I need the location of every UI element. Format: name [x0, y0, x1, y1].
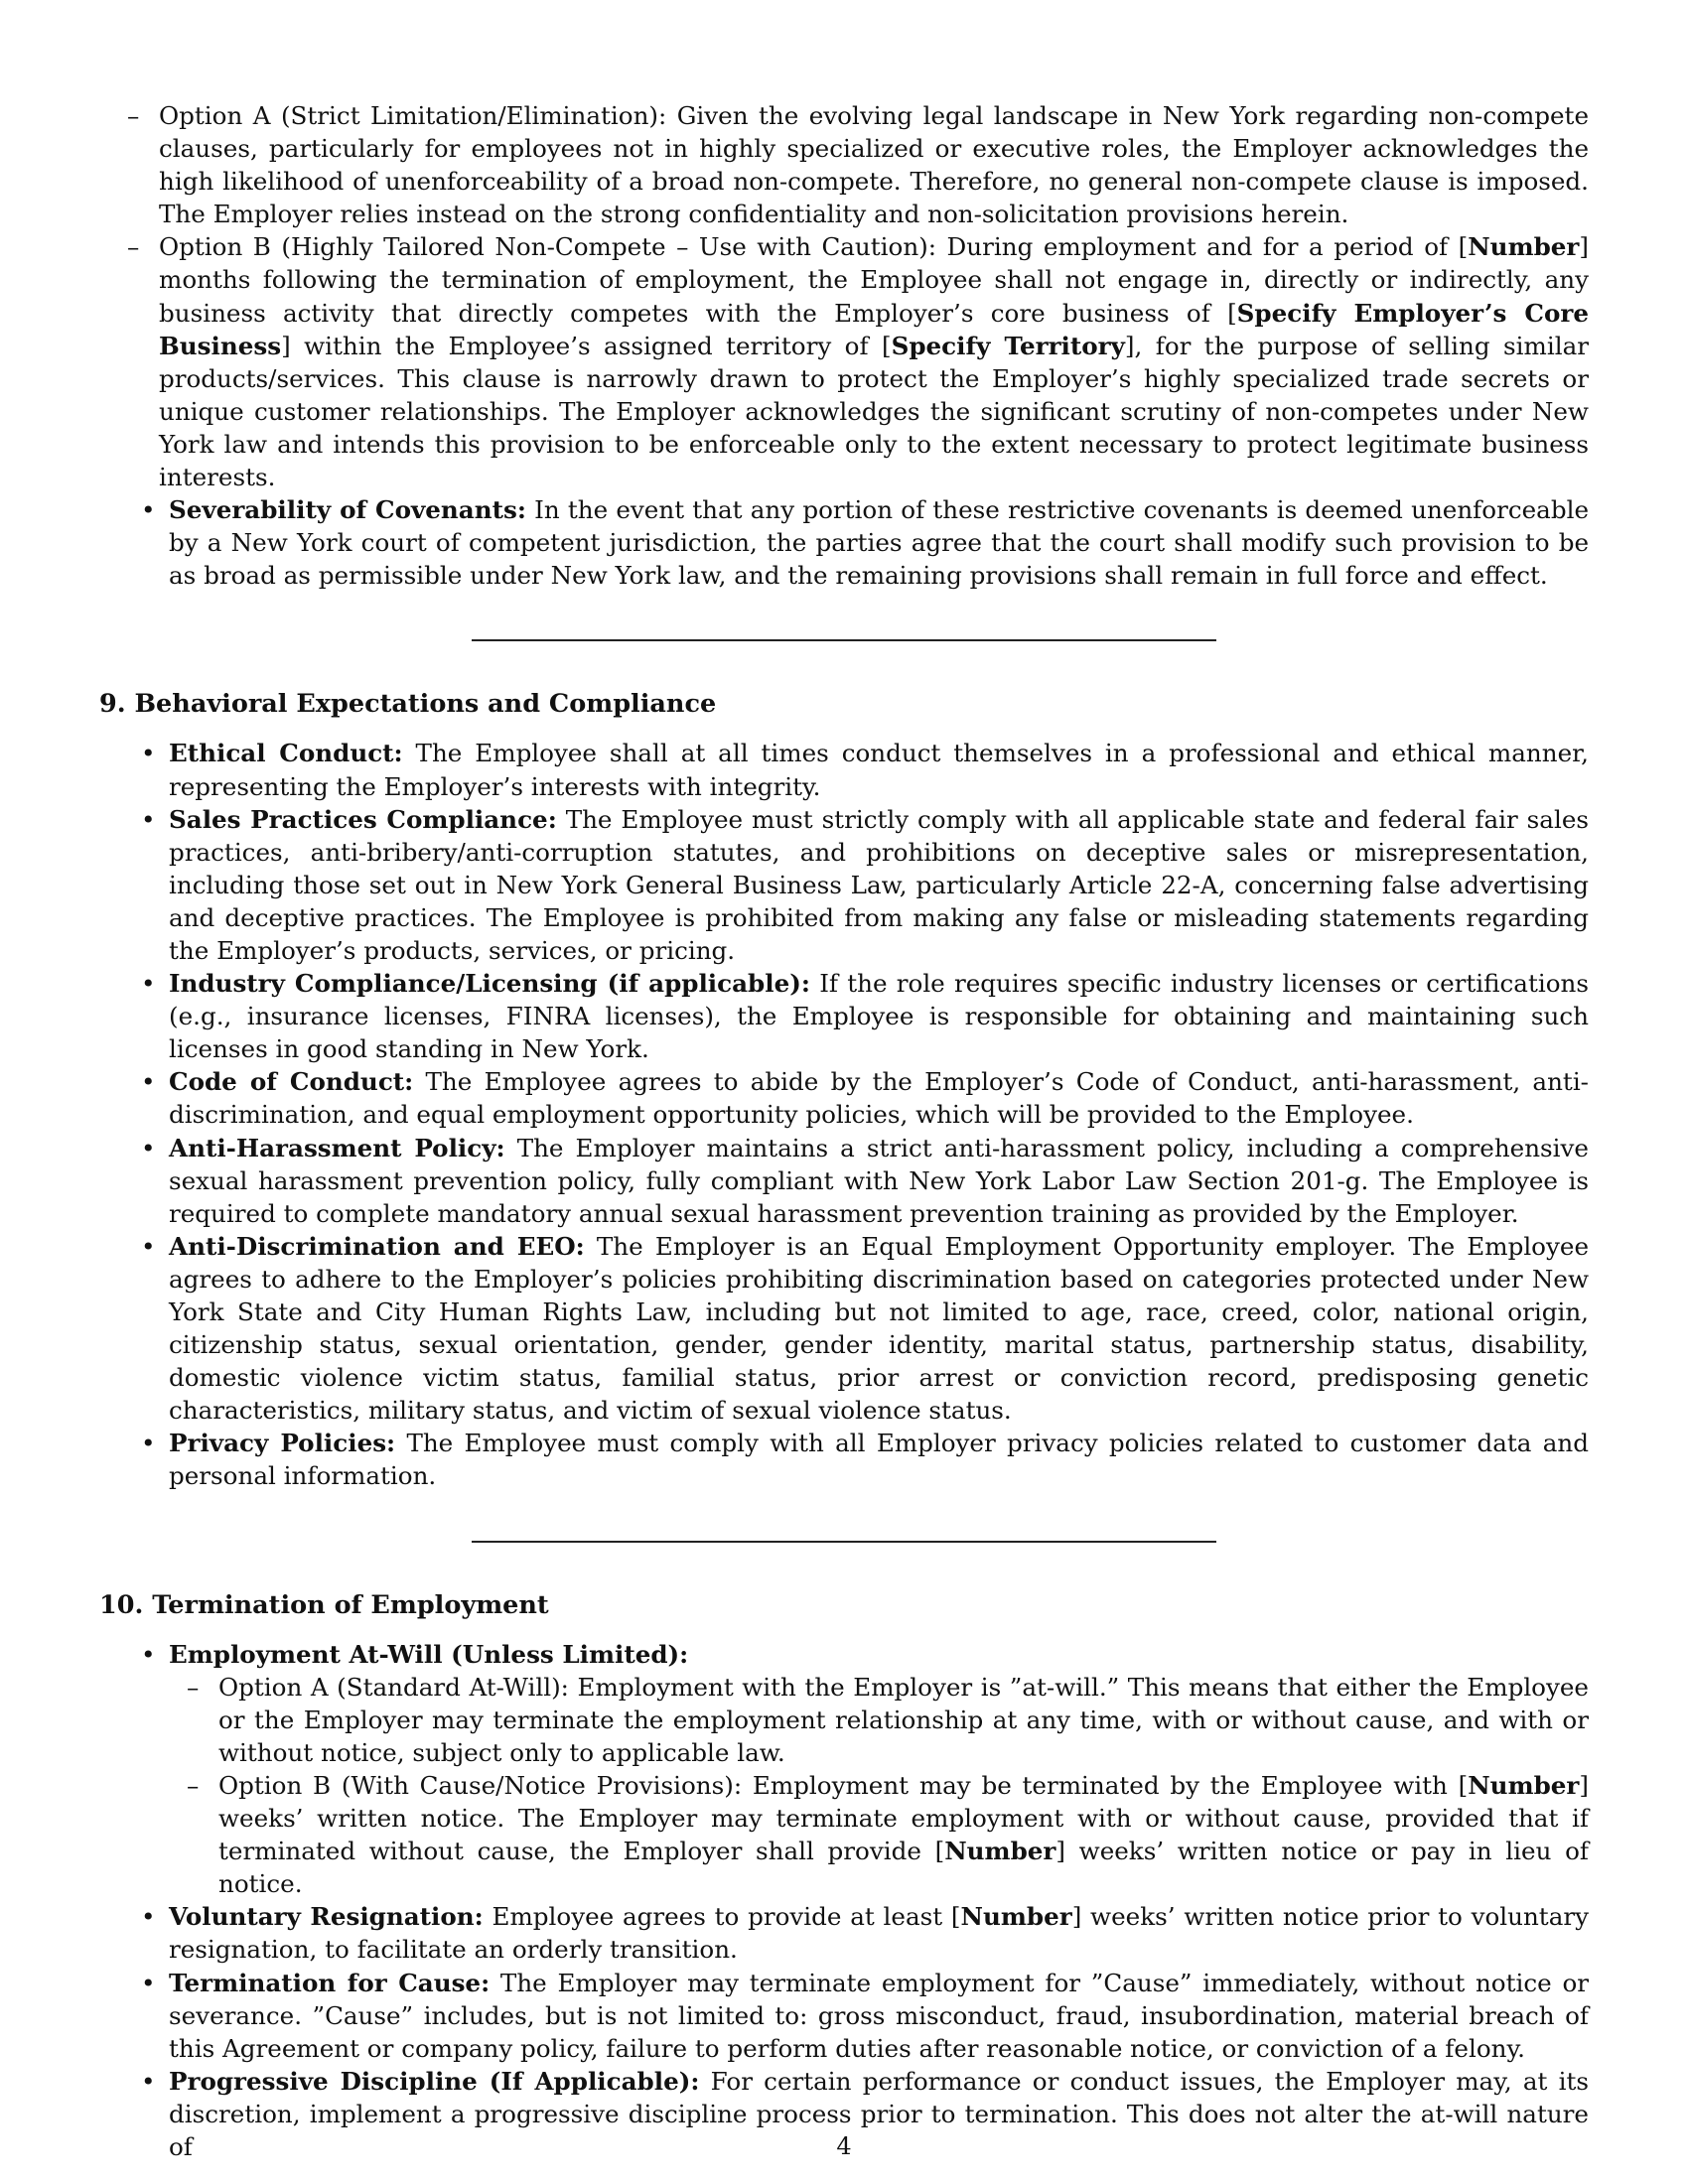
- termination-for-cause-item: • Termination for Cause: The Employer may terminate employment for ”Cause” immediately, without notice or severance. ”Cause” includes, but is not limited to: gross misconduct, fraud, insubordination, material breach of this Agreement or company policy, failure to perform duties after reasonable notice, or conviction of a felony.: [99, 1967, 1589, 2065]
- section10-heading: 10. Termination of Employment: [99, 1589, 549, 1620]
- voluntary-resignation-item: • Voluntary Resignation: Employee agrees to provide at least [Number] weeks’ written notice prior to voluntary resignation, to facilitate an orderly transition.: [99, 1900, 1589, 1966]
- placeholder-core-business: Specify Employer’s Core Business: [159, 298, 1589, 360]
- section9-list: [99, 737, 1589, 1492]
- document-page: [99, 99, 1589, 2163]
- severability-label: Severability of Covenants:: [169, 495, 526, 525]
- non-compete-option-a: – Option A (Strict Limitation/Elimination): Given the evolving legal landscape in New York regarding non-compete clauses, particularly for employees not in highly specialized or executive roles, the Employer acknowledges the high likelihood of unenforceability of a broad non-compete. Therefore, no general non-compete clause is imposed. The Employer relies instead on the strong confidentiality and non-solicitation provisions herein.: [99, 99, 1589, 230]
- list-item: • Anti-Discrimination and EEO: The Employer is an Equal Employment Opportunity employer. The Employee agrees to adhere to the Employer’s policies prohibiting discrimination based on categories protected under New York State and City Human Rights Law, including but not limited to age, race, creed, color, national origin, citizenship status, sexual orientation, gender, gender identity, marital status, partnership status, disability, domestic violence victim status, familial status, prior arrest or conviction record, predisposing genetic characteristics, military status, and victim of sexual violence status.: [99, 1230, 1589, 1428]
- page-number: 4: [836, 2132, 852, 2160]
- section10-list: [99, 1638, 1589, 2164]
- severability-item: • Severability of Covenants: In the event that any portion of these restrictive covenants is deemed unenforceable by a New York court of competent jurisdiction, the parties agree that the court shall modify such provision to be as broad as permissible under New York law, and the remaining provisions shall remain in full force and effect.: [99, 493, 1589, 592]
- placeholder-number: Number: [1468, 232, 1580, 262]
- list-item: • Privacy Policies: The Employee must comply with all Employer privacy policies related to customer data and personal information.: [99, 1427, 1589, 1492]
- placeholder-territory: Specify Territory: [891, 331, 1125, 360]
- non-compete-options: [99, 99, 1589, 493]
- section-divider: [472, 639, 1216, 641]
- list-item: • Ethical Conduct: The Employee shall at all times conduct themselves in a professional and ethical manner, representing the Employer’s interests with integrity.: [99, 737, 1589, 802]
- section8-bullets: [99, 493, 1589, 592]
- progressive-discipline-item: • Progressive Discipline (If Applicable): For certain performance or conduct issues, the Employer may, at its discretion, implement a progressive discipline process prior to termination. This does not alter the at-will nature of: [99, 2065, 1589, 2163]
- at-will-options: [159, 1671, 1589, 1901]
- list-item: • Anti-Harassment Policy: The Employer maintains a strict anti-harassment policy, including a comprehensive sexual harassment prevention policy, fully compliant with New York Labor Law Section 201-g. The Employee is required to complete mandatory annual sexual harassment prevention training as provided by the Employer.: [99, 1132, 1589, 1230]
- list-item: • Industry Compliance/Licensing (if applicable): If the role requires specific industry licenses or certifications (e.g., insurance licenses, FINRA licenses), the Employee is responsible for obtaining and maintaining such licenses in good standing in New York.: [99, 967, 1589, 1065]
- at-will-option-a: – Option A (Standard At-Will): Employment with the Employer is ”at-will.” This means that either the Employee or the Employer may terminate the employment relationship at any time, with or without cause, and with or without notice, subject only to applicable law.: [159, 1671, 1589, 1769]
- section9-heading: 9. Behavioral Expectations and Compliance: [99, 689, 717, 720]
- at-will-option-b: – Option B (With Cause/Notice Provisions): Employment may be terminated by the Employee with [Number] weeks’ written notice. The Employer may terminate employment with or without cause, provided that if terminated without cause, the Employer shall provide [Number] weeks’ written notice or pay in lieu of notice.: [159, 1769, 1589, 1900]
- non-compete-option-b: – Option B (Highly Tailored Non-Compete – Use with Caution): During employment and for a period of [Number] months following the termination of employment, the Employee shall not engage in, directly or indirectly, any business activity that directly competes with the Employer’s core business of [Specify Employer’s Core Business] within the Employee’s assigned territory of [Specify Territory], for the purpose of selling similar products/services. This clause is narrowly drawn to protect the Employer’s highly specialized trade secrets or unique customer relationships. The Employer acknowledges the significant scrutiny of non-competes under New York law and intends this provision to be enforceable only to the extent necessary to protect legitimate business interests.: [99, 230, 1589, 493]
- list-item: • Code of Conduct: The Employee agrees to abide by the Employer’s Code of Conduct, anti-harassment, anti-discrimination, and equal employment opportunity policies, which will be provided to the Employee.: [99, 1065, 1589, 1131]
- list-item: • Sales Practices Compliance: The Employee must strictly comply with all applicable state and federal fair sales practices, anti-bribery/anti-corruption statutes, and prohibitions on deceptive sales or misrepresentation, including those set out in New York General Business Law, particularly Article 22-A, concerning false advertising and deceptive practices. The Employee is prohibited from making any false or misleading statements regarding the Employer’s products, services, or pricing.: [99, 803, 1589, 967]
- at-will-item: • Employment At-Will (Unless Limited): – Option A (Standard At-Will): Employment with the Employer is ”at-will.” This means that either the Employee or the Employer may terminate the employment relationship at any time, with or without cause, and with or without notice, subject only to applicable law. – Option B (With Cause/Notice Provisions): Employment may be terminated by the Employee with [Number] weeks’ written notice. The Employer may terminate employment with or without cause, provided that if terminated without cause, the Employer shall provide [Number] weeks’ written notice or pay in lieu of notice.: [99, 1638, 1589, 1901]
- section-divider: [472, 1541, 1216, 1543]
